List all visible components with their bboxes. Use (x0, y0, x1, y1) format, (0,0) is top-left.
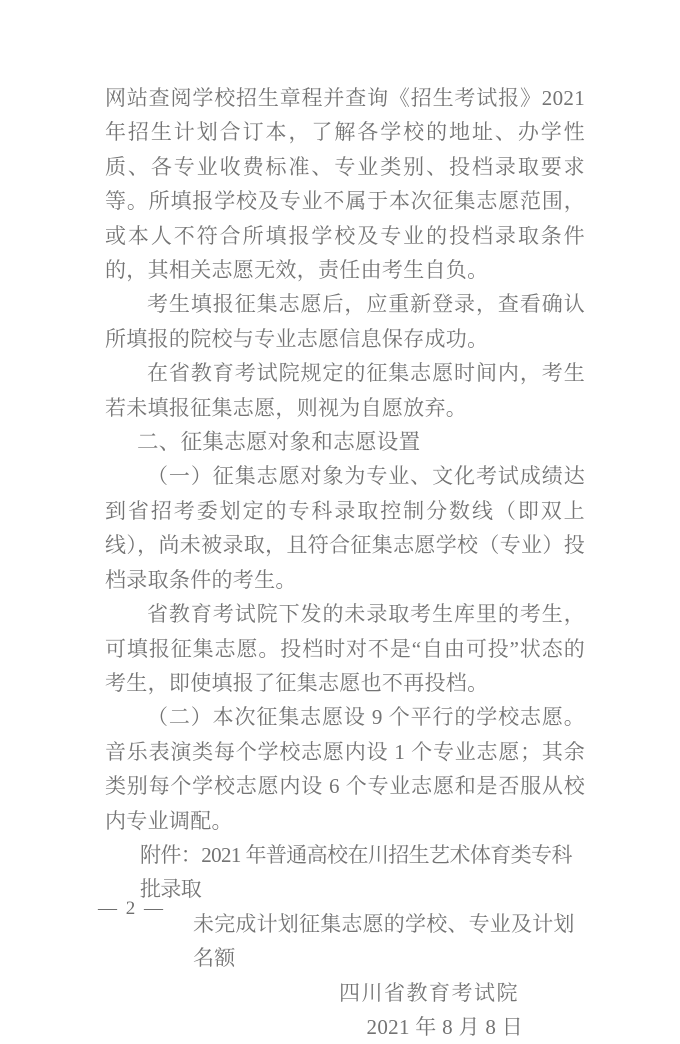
paragraph-5: 省教育考试院下发的未录取考生库里的考生，可填报征集志愿。投档时对不是“自由可投”状态的考生，即使填报了征集志愿也不再投档。 (105, 602, 585, 695)
date: 2021 年 8 月 8 日 (366, 1014, 523, 1039)
paragraph-2: 考生填报征集志愿后，应重新登录，查看确认所填报的院校与专业志愿信息保存成功。 (105, 292, 585, 351)
page-number: — 2 — (98, 898, 165, 919)
paragraph-3: 在省教育考试院规定的征集志愿时间内，考生若未填报征集志愿，则视为自愿放弃。 (105, 361, 585, 420)
signature: 四川省教育考试院 (339, 980, 519, 1005)
document-body (105, 81, 585, 1044)
attachment-line-1: 附件：2021 年普通高校在川招生艺术体育类专科批录取 (140, 842, 572, 902)
paragraph-6: （二）本次征集志愿设 9 个平行的学校志愿。音乐表演类每个学校志愿内设 1 个专业志愿；其余类别每个学校志愿内设 6 个专业志愿和是否服从校内专业调配。 (105, 705, 585, 833)
paragraph-1: 网站查阅学校招生章程并查询《招生考试报》2021 年招生计划合订本，了解各学校的地址、办学性质、各专业收费标准、专业类别、投档录取要求等。所填报学校及专业不属于本次征集志愿范围，或本人不符合所填报学校及专业的投档录取条件的，其相关志愿无效，责任由考生自负。 (105, 86, 585, 283)
paragraph-4: （一）征集志愿对象为专业、文化考试成绩达到省招考委划定的专科录取控制分数线（即双上线），尚未被录取，且符合征集志愿学校（专业）投档录取条件的考生。 (105, 464, 585, 592)
attachment-line-2: 未完成计划征集志愿的学校、专业及计划名额 (193, 911, 575, 971)
section-heading: 二、征集志愿对象和志愿设置 (137, 430, 421, 455)
